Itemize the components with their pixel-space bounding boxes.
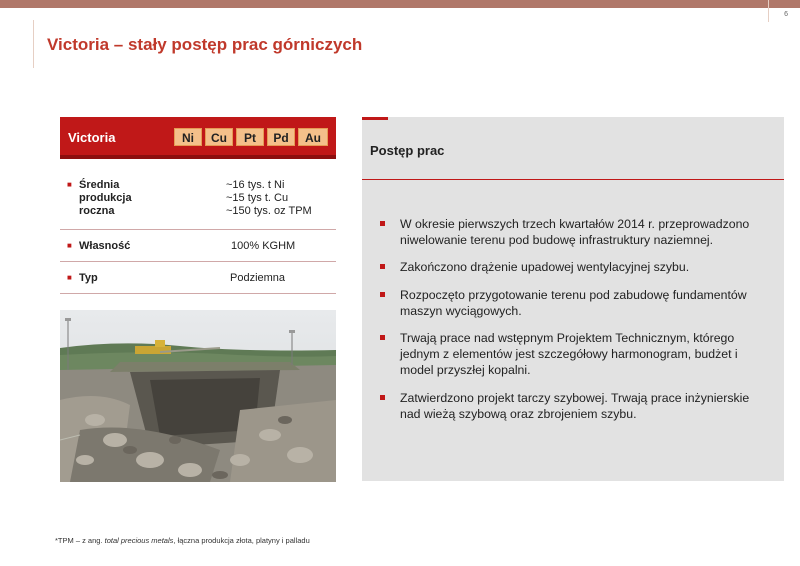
metal-badge: Au: [298, 128, 328, 146]
list-item: [378, 259, 763, 275]
progress-heading: Postęp prac: [370, 143, 445, 158]
mine-site-image: [60, 310, 336, 482]
progress-panel: [362, 117, 784, 481]
bullet-icon: [380, 395, 385, 400]
accent-bar: [362, 117, 388, 120]
metals-list: [174, 128, 328, 146]
label-line: Średnia: [79, 179, 120, 191]
detail-label: [79, 179, 132, 218]
value-line: ~150 tys. oz TPM: [226, 205, 312, 217]
detail-label: Własność: [79, 240, 131, 252]
value-line: ~15 tys t. Cu: [226, 192, 289, 204]
detail-value: [226, 179, 312, 218]
detail-label: Typ: [79, 272, 98, 284]
top-bar: [0, 0, 800, 8]
bullet-icon: [380, 292, 385, 297]
page-number: 6: [784, 11, 788, 18]
bullet-icon: [380, 221, 385, 226]
item-text: Zakończono drążenie upadowej wentylacyjnej szybu.: [400, 260, 690, 275]
footnote-suffix: , łączna produkcja złota, platyny i palladu: [173, 536, 310, 545]
list-item: [378, 216, 763, 248]
footnote: [55, 536, 310, 545]
progress-list: [378, 216, 763, 433]
detail-value: 100% KGHM: [231, 240, 296, 252]
bullet-icon: ■: [67, 241, 72, 250]
list-item: [378, 287, 763, 319]
details-table: [60, 175, 336, 294]
bullet-icon: [380, 264, 385, 269]
metal-badge: Ni: [174, 128, 202, 146]
footnote-prefix: *TPM – z ang.: [55, 536, 105, 545]
item-text: Trwają prace nad wstępnym Projektem Technicznym, którego jednym z elementów jest szczegółowy harmonogram, budżet i model przyszłej kopalni.: [400, 331, 738, 378]
project-name: Victoria: [68, 130, 116, 145]
metal-badge: Pd: [267, 128, 295, 146]
project-header: [60, 117, 336, 159]
list-item: [378, 330, 763, 379]
detail-row: [60, 262, 336, 294]
item-text: Rozpoczęto przygotowanie terenu pod zabudowę fundamentów maszyn wyciągowych.: [400, 287, 747, 318]
item-text: Zatwierdzono projekt tarczy szybowej. Trwają prace inżynierskie nad wieżą szybową oraz zbrojeniem szybu.: [400, 390, 750, 421]
value-line: ~16 tys. t Ni: [226, 179, 285, 191]
bullet-icon: ■: [67, 273, 72, 282]
detail-value: Podziemna: [230, 272, 286, 284]
divider: [362, 179, 784, 180]
site-photo: [60, 310, 336, 482]
detail-row: [60, 175, 336, 230]
footnote-term: total precious metals: [104, 536, 174, 545]
item-text: W okresie pierwszych trzech kwartałów 2014 r. przeprowadzono niwelowanie terenu pod budowę infrastruktury naziemnej.: [400, 217, 750, 248]
bullet-icon: [380, 335, 385, 340]
label-line: produkcja: [79, 192, 132, 204]
metal-badge: Pt: [236, 128, 264, 146]
page-title: Victoria – stały postęp prac górniczych: [47, 35, 363, 54]
label-line: roczna: [79, 205, 115, 217]
list-item: [378, 390, 763, 422]
metal-badge: Cu: [205, 128, 233, 146]
bullet-icon: ■: [67, 180, 72, 189]
divider: [768, 0, 769, 22]
detail-row: [60, 230, 336, 262]
divider: [33, 20, 34, 68]
